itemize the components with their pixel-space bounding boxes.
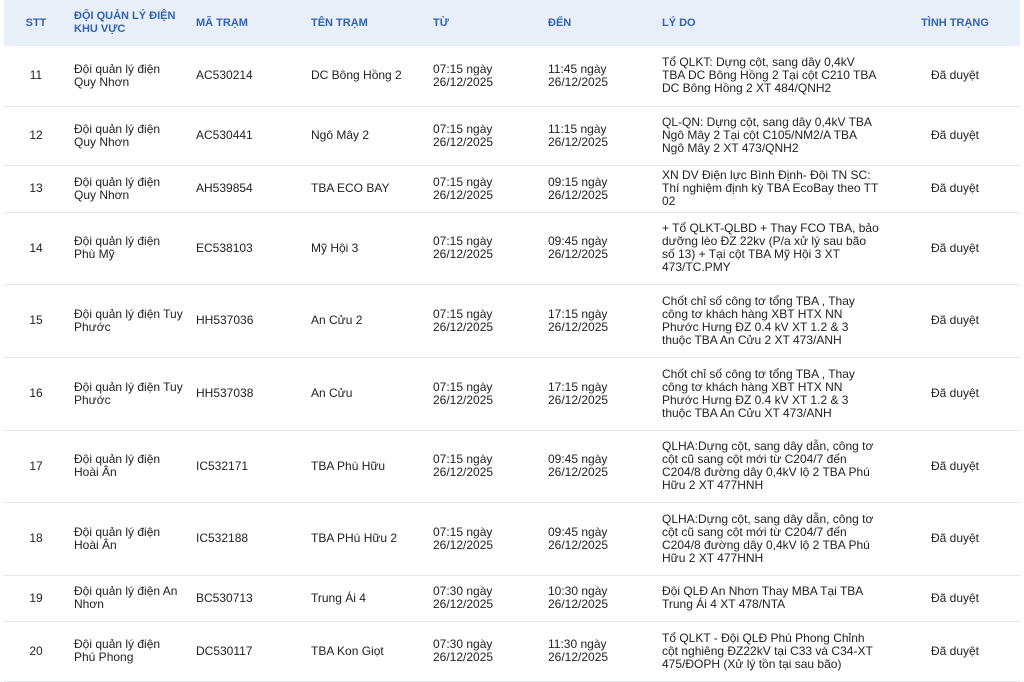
- header-stt: STT: [25, 16, 47, 29]
- cell-from: 07:30 ngày 26/12/2025: [427, 575, 542, 621]
- cell-unit: Đội quản lý điện Quy Nhơn: [68, 106, 190, 165]
- cell-from: 07:15 ngày 26/12/2025: [427, 46, 542, 106]
- cell-station-name: Mỹ Hội 3: [305, 212, 427, 284]
- cell-status: Đã duyệt: [890, 284, 1020, 357]
- cell-stt: 14: [4, 212, 68, 284]
- cell-stt: 11: [4, 46, 68, 106]
- table-header-row: [4, 0, 1020, 46]
- cell-status: Đã duyệt: [890, 430, 1020, 502]
- cell-from: 07:15 ngày 26/12/2025: [427, 502, 542, 575]
- cell-unit: Đội quản lý điện Phù Mỹ: [68, 212, 190, 284]
- cell-from: 07:15 ngày 26/12/2025: [427, 357, 542, 430]
- cell-status: Đã duyệt: [890, 575, 1020, 621]
- cell-status: Đã duyệt: [890, 357, 1020, 430]
- cell-reason: Tổ QLKT: Dựng cột, sang dây 0,4kV TBA DC Bông Hồng 2 Tại cột C210 TBA DC Bông Hồng 2 XT 484/QNH2: [656, 46, 890, 106]
- cell-station-code: BC530713: [190, 575, 305, 621]
- header-station-code: MÃ TRẠM: [196, 16, 248, 29]
- cell-to: 09:15 ngày 26/12/2025: [542, 165, 656, 212]
- table-row: [4, 502, 1020, 575]
- cell-stt: 20: [4, 621, 68, 681]
- cell-stt: 17: [4, 430, 68, 502]
- cell-station-name: TBA ECO BAY: [305, 165, 427, 212]
- cell-unit: Đội quản lý điện Tuy Phước: [68, 284, 190, 357]
- cell-status: Đã duyệt: [890, 212, 1020, 284]
- cell-reason: Chốt chỉ số công tơ tổng TBA , Thay công tơ khách hàng XBT HTX NN Phước Hưng ĐZ 0.4 kV XT 1.2 & 3 thuộc TBA An Cửu 2 XT 473/ANH: [656, 284, 890, 357]
- cell-stt: 15: [4, 284, 68, 357]
- table-row: [4, 621, 1020, 681]
- cell-station-code: DC530117: [190, 621, 305, 681]
- cell-unit: Đội quản lý điện An Nhơn: [68, 575, 190, 621]
- cell-unit: Đội quản lý điện Phú Phong: [68, 621, 190, 681]
- cell-unit: Đội quản lý điện Quy Nhơn: [68, 165, 190, 212]
- cell-status: Đã duyệt: [890, 621, 1020, 681]
- cell-to: 17:15 ngày 26/12/2025: [542, 284, 656, 357]
- cell-to: 09:45 ngày 26/12/2025: [542, 212, 656, 284]
- cell-from: 07:15 ngày 26/12/2025: [427, 284, 542, 357]
- cell-station-name: TBA Kon Giọt: [305, 621, 427, 681]
- outage-schedule-table: [4, 0, 1020, 682]
- table-row: [4, 46, 1020, 106]
- cell-from: 07:15 ngày 26/12/2025: [427, 165, 542, 212]
- cell-reason: Chốt chỉ số công tơ tổng TBA , Thay công tơ khách hàng XBT HTX NN Phước Hưng ĐZ 0.4 kV XT 1.2 & 3 thuộc TBA An Cửu XT 473/ANH: [656, 357, 890, 430]
- cell-station-code: HH537036: [190, 284, 305, 357]
- cell-to: 09:45 ngày 26/12/2025: [542, 502, 656, 575]
- header-to: ĐẾN: [548, 16, 572, 29]
- cell-station-name: Ngô Mây 2: [305, 106, 427, 165]
- cell-station-name: Trung Ái 4: [305, 575, 427, 621]
- cell-reason: Tổ QLKT - Đội QLĐ Phú Phong Chỉnh cột nghiêng ĐZ22kV tại C33 và C34-XT 475/ĐOPH (Xử lý tồn tại sau bão): [656, 621, 890, 681]
- cell-to: 10:30 ngày 26/12/2025: [542, 575, 656, 621]
- cell-station-code: HH537038: [190, 357, 305, 430]
- table-row: [4, 575, 1020, 621]
- cell-unit: Đội quản lý điện Hoài Ân: [68, 502, 190, 575]
- cell-unit: Đội quản lý điện Hoài Ân: [68, 430, 190, 502]
- table-row: [4, 106, 1020, 165]
- cell-from: 07:15 ngày 26/12/2025: [427, 106, 542, 165]
- cell-station-code: AH539854: [190, 165, 305, 212]
- cell-station-code: AC530214: [190, 46, 305, 106]
- table-row: [4, 284, 1020, 357]
- cell-reason: QLHA:Dựng cột, sang dây dẫn, công tơ cột cũ sang cột mới từ C204/7 đến C204/8 đường dây 0,4kV lộ 2 TBA Phú Hữu 2 XT 477HNH: [656, 430, 890, 502]
- cell-status: Đã duyệt: [890, 46, 1020, 106]
- cell-unit: Đội quản lý điện Tuy Phước: [68, 357, 190, 430]
- cell-stt: 19: [4, 575, 68, 621]
- cell-station-code: AC530441: [190, 106, 305, 165]
- cell-station-name: TBA PHú Hữu 2: [305, 502, 427, 575]
- cell-status: Đã duyệt: [890, 106, 1020, 165]
- cell-stt: 13: [4, 165, 68, 212]
- cell-station-name: An Cửu: [305, 357, 427, 430]
- table-row: [4, 165, 1020, 212]
- header-status: TÌNH TRẠNG: [921, 16, 989, 29]
- cell-to: 09:45 ngày 26/12/2025: [542, 430, 656, 502]
- cell-reason: QLHA:Dựng cột, sang dây dẫn, công tơ cột cũ sang cột mới từ C204/7 đến C204/8 đường dây 0,4kV lộ 2 TBA Phú Hữu 2 XT 477HNH: [656, 502, 890, 575]
- cell-station-code: EC538103: [190, 212, 305, 284]
- table-row: [4, 357, 1020, 430]
- cell-reason: Đội QLĐ An Nhơn Thay MBA Tại TBA Trung Ái 4 XT 478/NTA: [656, 575, 890, 621]
- cell-reason: XN DV Điện lực Bình Định- Đội TN SC: Thí nghiệm định kỳ TBA EcoBay theo TT 02: [656, 165, 890, 212]
- cell-from: 07:15 ngày 26/12/2025: [427, 430, 542, 502]
- cell-from: 07:15 ngày 26/12/2025: [427, 212, 542, 284]
- table-row: [4, 430, 1020, 502]
- header-from: TỪ: [433, 16, 449, 29]
- cell-station-name: DC Bông Hồng 2: [305, 46, 427, 106]
- cell-station-code: IC532188: [190, 502, 305, 575]
- cell-unit: Đội quản lý điện Quy Nhơn: [68, 46, 190, 106]
- header-unit: ĐỘI QUẢN LÝ ĐIỆN KHU VỰC: [74, 10, 176, 35]
- cell-station-name: An Cửu 2: [305, 284, 427, 357]
- cell-station-code: IC532171: [190, 430, 305, 502]
- header-reason: LÝ DO: [662, 16, 696, 29]
- header-station-name: TÊN TRẠM: [311, 16, 368, 29]
- cell-reason: + Tổ QLKT-QLBD + Thay FCO TBA, bảo dưỡng lèo ĐZ 22kv (P/a xử lý sau bão số 13) + Tại cột TBA Mỹ Hội 3 XT 473/TC.PMY: [656, 212, 890, 284]
- cell-status: Đã duyệt: [890, 502, 1020, 575]
- cell-to: 17:15 ngày 26/12/2025: [542, 357, 656, 430]
- cell-from: 07:30 ngày 26/12/2025: [427, 621, 542, 681]
- cell-stt: 16: [4, 357, 68, 430]
- table-row: [4, 212, 1020, 284]
- cell-reason: QL-QN: Dựng cột, sang dây 0,4kV TBA Ngô Mây 2 Tại cột C105/NM2/A TBA Ngô Mây 2 XT 473/QNH2: [656, 106, 890, 165]
- cell-station-name: TBA Phú Hữu: [305, 430, 427, 502]
- cell-to: 11:15 ngày 26/12/2025: [542, 106, 656, 165]
- cell-stt: 12: [4, 106, 68, 165]
- cell-to: 11:45 ngày 26/12/2025: [542, 46, 656, 106]
- cell-status: Đã duyệt: [890, 165, 1020, 212]
- cell-to: 11:30 ngày 26/12/2025: [542, 621, 656, 681]
- cell-stt: 18: [4, 502, 68, 575]
